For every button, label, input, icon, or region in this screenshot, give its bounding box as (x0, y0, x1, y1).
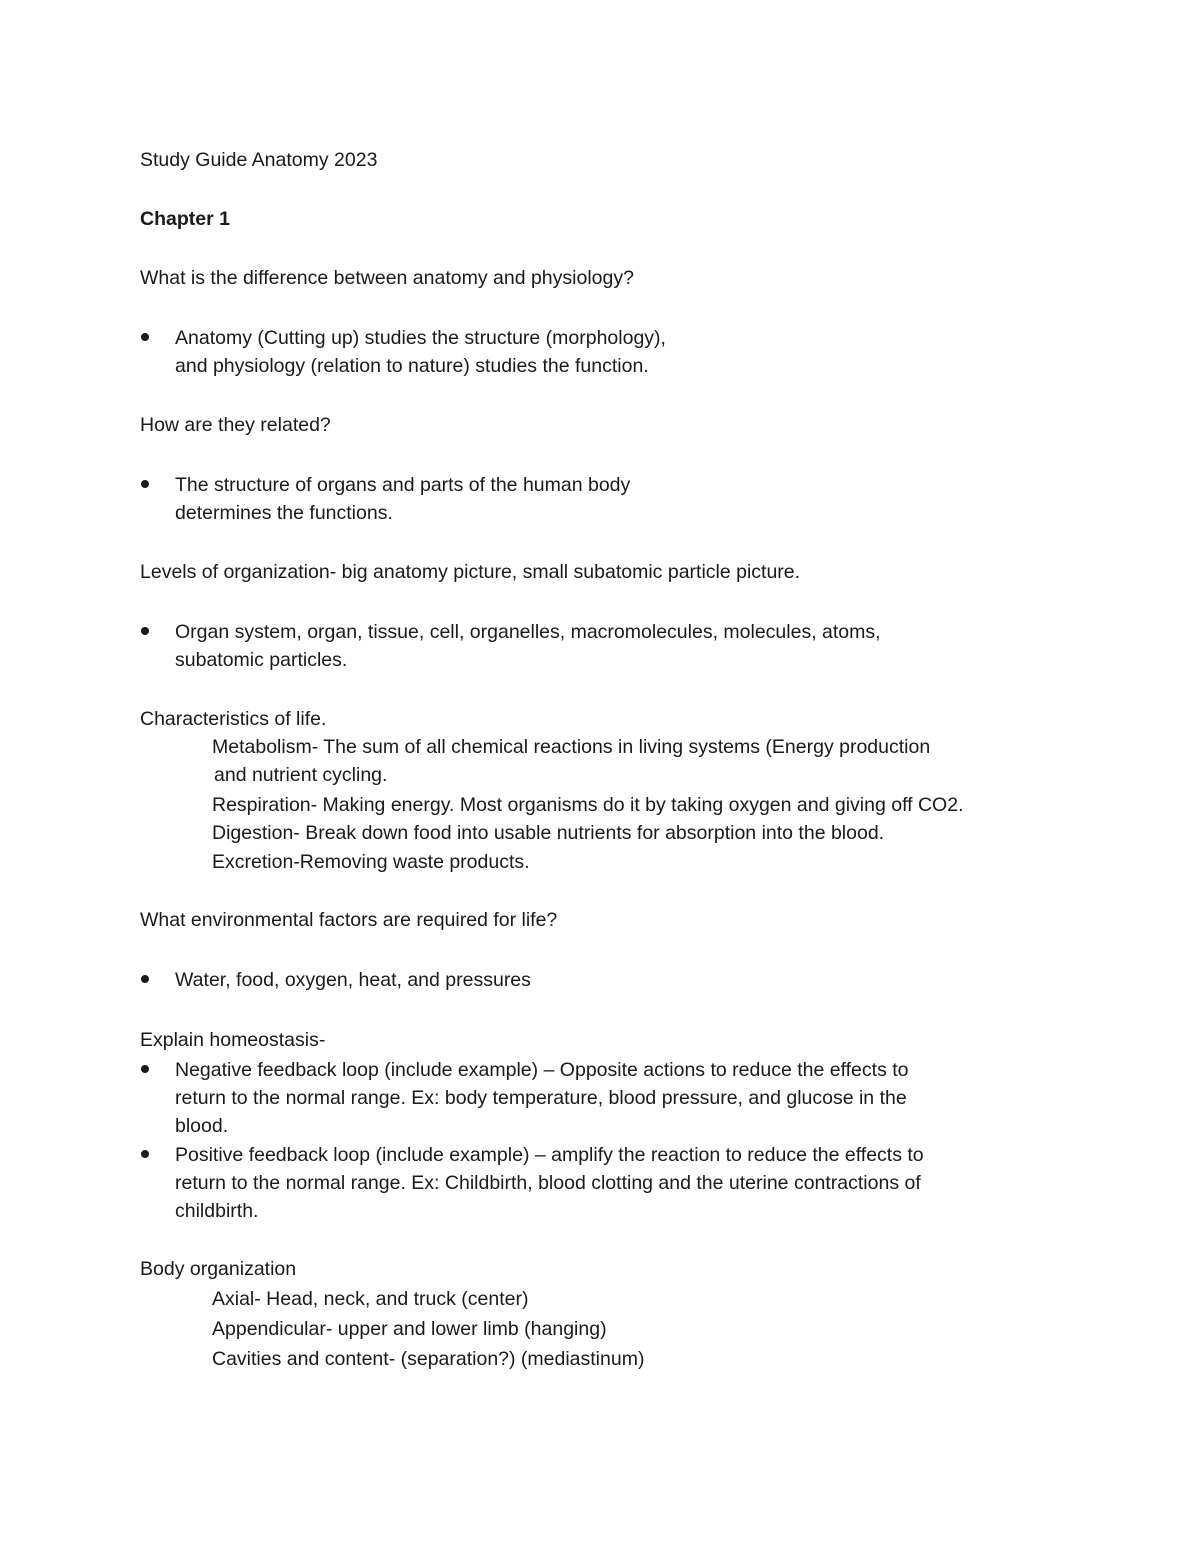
characteristic-item: Metabolism- The sum of all chemical reactions in living systems (Energy production (212, 736, 931, 758)
question-homeostasis: Explain homeostasis- (140, 1029, 326, 1051)
characteristic-item: Digestion- Break down food into usable nutrients for absorption into the blood. (212, 822, 885, 844)
question-anatomy-physiology: What is the difference between anatomy and physiology? (140, 267, 634, 289)
chapter-heading: Chapter 1 (140, 208, 230, 230)
question-levels: Levels of organization- big anatomy picture, small subatomic particle picture. (140, 561, 801, 583)
organization-item: Axial- Head, neck, and truck (center) (212, 1288, 529, 1310)
question-environment: What environmental factors are required for life? (140, 909, 558, 931)
bullet-text: Water, food, oxygen, heat, and pressures (175, 969, 531, 991)
bullet-text: blood. (175, 1115, 229, 1137)
bullet-text: return to the normal range. Ex: body temperature, blood pressure, and glucose in the (175, 1087, 907, 1109)
bullet-text: Organ system, organ, tissue, cell, organelles, macromolecules, molecules, atoms, (175, 621, 881, 643)
question-characteristics: Characteristics of life. (140, 708, 327, 730)
bullet-text: return to the normal range. Ex: Childbirth, blood clotting and the uterine contractions of (175, 1172, 921, 1194)
bullet-text: subatomic particles. (175, 649, 348, 671)
bullet-text: Negative feedback loop (include example) – Opposite actions to reduce the effects to (175, 1059, 909, 1081)
bullet-text: The structure of organs and parts of the human body (175, 474, 631, 496)
question-related: How are they related? (140, 414, 331, 436)
bullet-icon (141, 1150, 149, 1158)
bullet-icon (141, 975, 149, 983)
characteristic-item: Respiration- Making energy. Most organisms do it by taking oxygen and giving off CO2. (212, 794, 964, 816)
characteristic-item: Excretion-Removing waste products. (212, 851, 530, 873)
bullet-icon (141, 480, 149, 488)
bullet-text: and physiology (relation to nature) studies the function. (175, 355, 649, 377)
organization-item: Cavities and content- (separation?) (mediastinum) (212, 1348, 645, 1370)
bullet-text: Anatomy (Cutting up) studies the structure (morphology), (175, 327, 666, 349)
bullet-icon (141, 627, 149, 635)
bullet-text: childbirth. (175, 1200, 259, 1222)
bullet-text: Positive feedback loop (include example) – amplify the reaction to reduce the effects to (175, 1144, 924, 1166)
document-title: Study Guide Anatomy 2023 (140, 149, 378, 171)
bullet-icon (141, 1065, 149, 1073)
organization-item: Appendicular- upper and lower limb (hanging) (212, 1318, 607, 1340)
bullet-text: determines the functions. (175, 502, 393, 524)
question-body-organization: Body organization (140, 1258, 297, 1280)
bullet-icon (141, 333, 149, 341)
characteristic-item: and nutrient cycling. (214, 764, 388, 786)
